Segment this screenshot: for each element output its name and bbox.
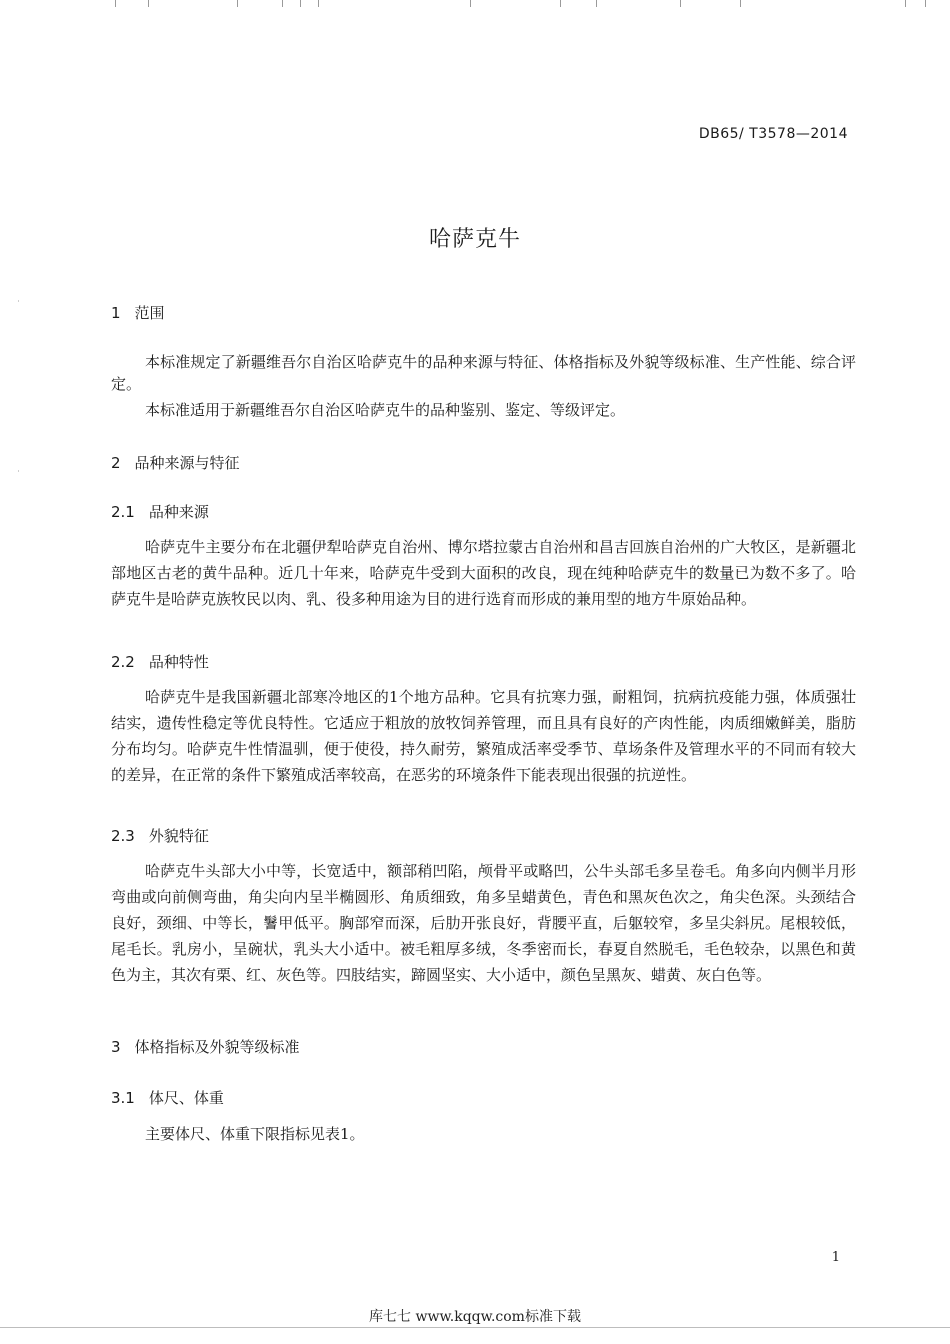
footer-divider (0, 1327, 950, 1328)
section-number: 2.2 (111, 653, 135, 671)
section-2-3-heading (111, 825, 209, 846)
section-number: 2.3 (111, 827, 135, 845)
document-code: DB65/ T3578—2014 (698, 126, 848, 142)
section-1-heading (111, 302, 165, 323)
footer-watermark: 库七七 www.kqqw.com标准下载 (369, 1309, 581, 1325)
section-title: 品种来源与特征 (134, 454, 240, 472)
section-number: 3 (111, 1038, 121, 1056)
breed-origin-paragraph: 哈萨克牛主要分布在北疆伊犁哈萨克自治州、博尔塔拉蒙古自治州和昌吉回族自治州的广大牧区，是新疆北部地区古老的黄牛品种。近几十年来，哈萨克牛受到大面积的改良，现在纯种哈萨克牛的数量已为数不多了。哈萨克牛是哈萨克族牧民以肉、乳、役多种用途为目的进行选育而形成的兼用型的地方牛原始品种。 (111, 538, 856, 608)
scan-speck (18, 470, 19, 472)
section-title: 体格指标及外貌等级标准 (134, 1038, 300, 1056)
section-number: 2 (111, 454, 121, 472)
section-2-2-heading (111, 651, 209, 672)
section-2-1-heading (111, 501, 209, 522)
section-number: 3.1 (111, 1089, 135, 1107)
section-title: 品种来源 (148, 503, 209, 521)
section-number: 2.1 (111, 503, 135, 521)
scope-paragraph-2: 本标准适用于新疆维吾尔自治区哈萨克牛的品种鉴别、鉴定、等级评定。 (145, 401, 626, 419)
body-size-paragraph: 主要体尺、体重下限指标见表1。 (145, 1125, 365, 1143)
section-title: 品种特性 (148, 653, 209, 671)
scan-edge-marks (0, 0, 950, 8)
breed-traits-paragraph: 哈萨克牛是我国新疆北部寒冷地区的1个地方品种。它具有抗寒力强，耐粗饲，抗病抗疫能力强，体质强壮结实，遗传性稳定等优良特性。它适应于粗放的放牧饲养管理，而且具有良好的产肉性能，肉质细嫩鲜美，脂肪分布均匀。哈萨克牛性情温驯，便于使役，持久耐劳，繁殖成活率受季节、草场条件及管理水平的不同而有较大的差异，在正常的条件下繁殖成活率较高，在恶劣的环境条件下能表现出很强的抗逆性。 (111, 688, 856, 784)
document-title: 哈萨克牛 (428, 227, 521, 252)
section-2-heading (111, 452, 240, 473)
section-3-heading (111, 1036, 300, 1057)
section-title: 范围 (134, 304, 165, 322)
appearance-paragraph: 哈萨克牛头部大小中等，长宽适中，额部稍凹陷，颅骨平或略凹，公牛头部毛多呈卷毛。角多向内侧半月形弯曲或向前侧弯曲，角尖向内呈半椭圆形、角质细致，角多呈蜡黄色，青色和黑灰色次之，角尖色深。头颈结合良好，颈细、中等长，鬐甲低平。胸部窄而深，后肋开张良好，背腰平直，后躯较窄，多呈尖斜尻。尾根较低，尾毛长。乳房小，呈碗状，乳头大小适中。被毛粗厚多绒，冬季密而长，春夏自然脱毛，毛色较杂，以黑色和黄色为主，其次有栗、红、灰色等。四肢结实，蹄圆坚实、大小适中，颜色呈黑灰、蜡黄、灰白色等。 (111, 862, 856, 984)
scan-speck (18, 300, 19, 302)
section-3-1-heading (111, 1087, 224, 1108)
section-number: 1 (111, 304, 121, 322)
scope-paragraph-1: 本标准规定了新疆维吾尔自治区哈萨克牛的品种来源与特征、体格指标及外貌等级标准、生产性能、综合评定。 (111, 353, 856, 393)
page-number: 1 (831, 1250, 840, 1265)
section-title: 外貌特征 (148, 827, 209, 845)
section-title: 体尺、体重 (148, 1089, 224, 1107)
